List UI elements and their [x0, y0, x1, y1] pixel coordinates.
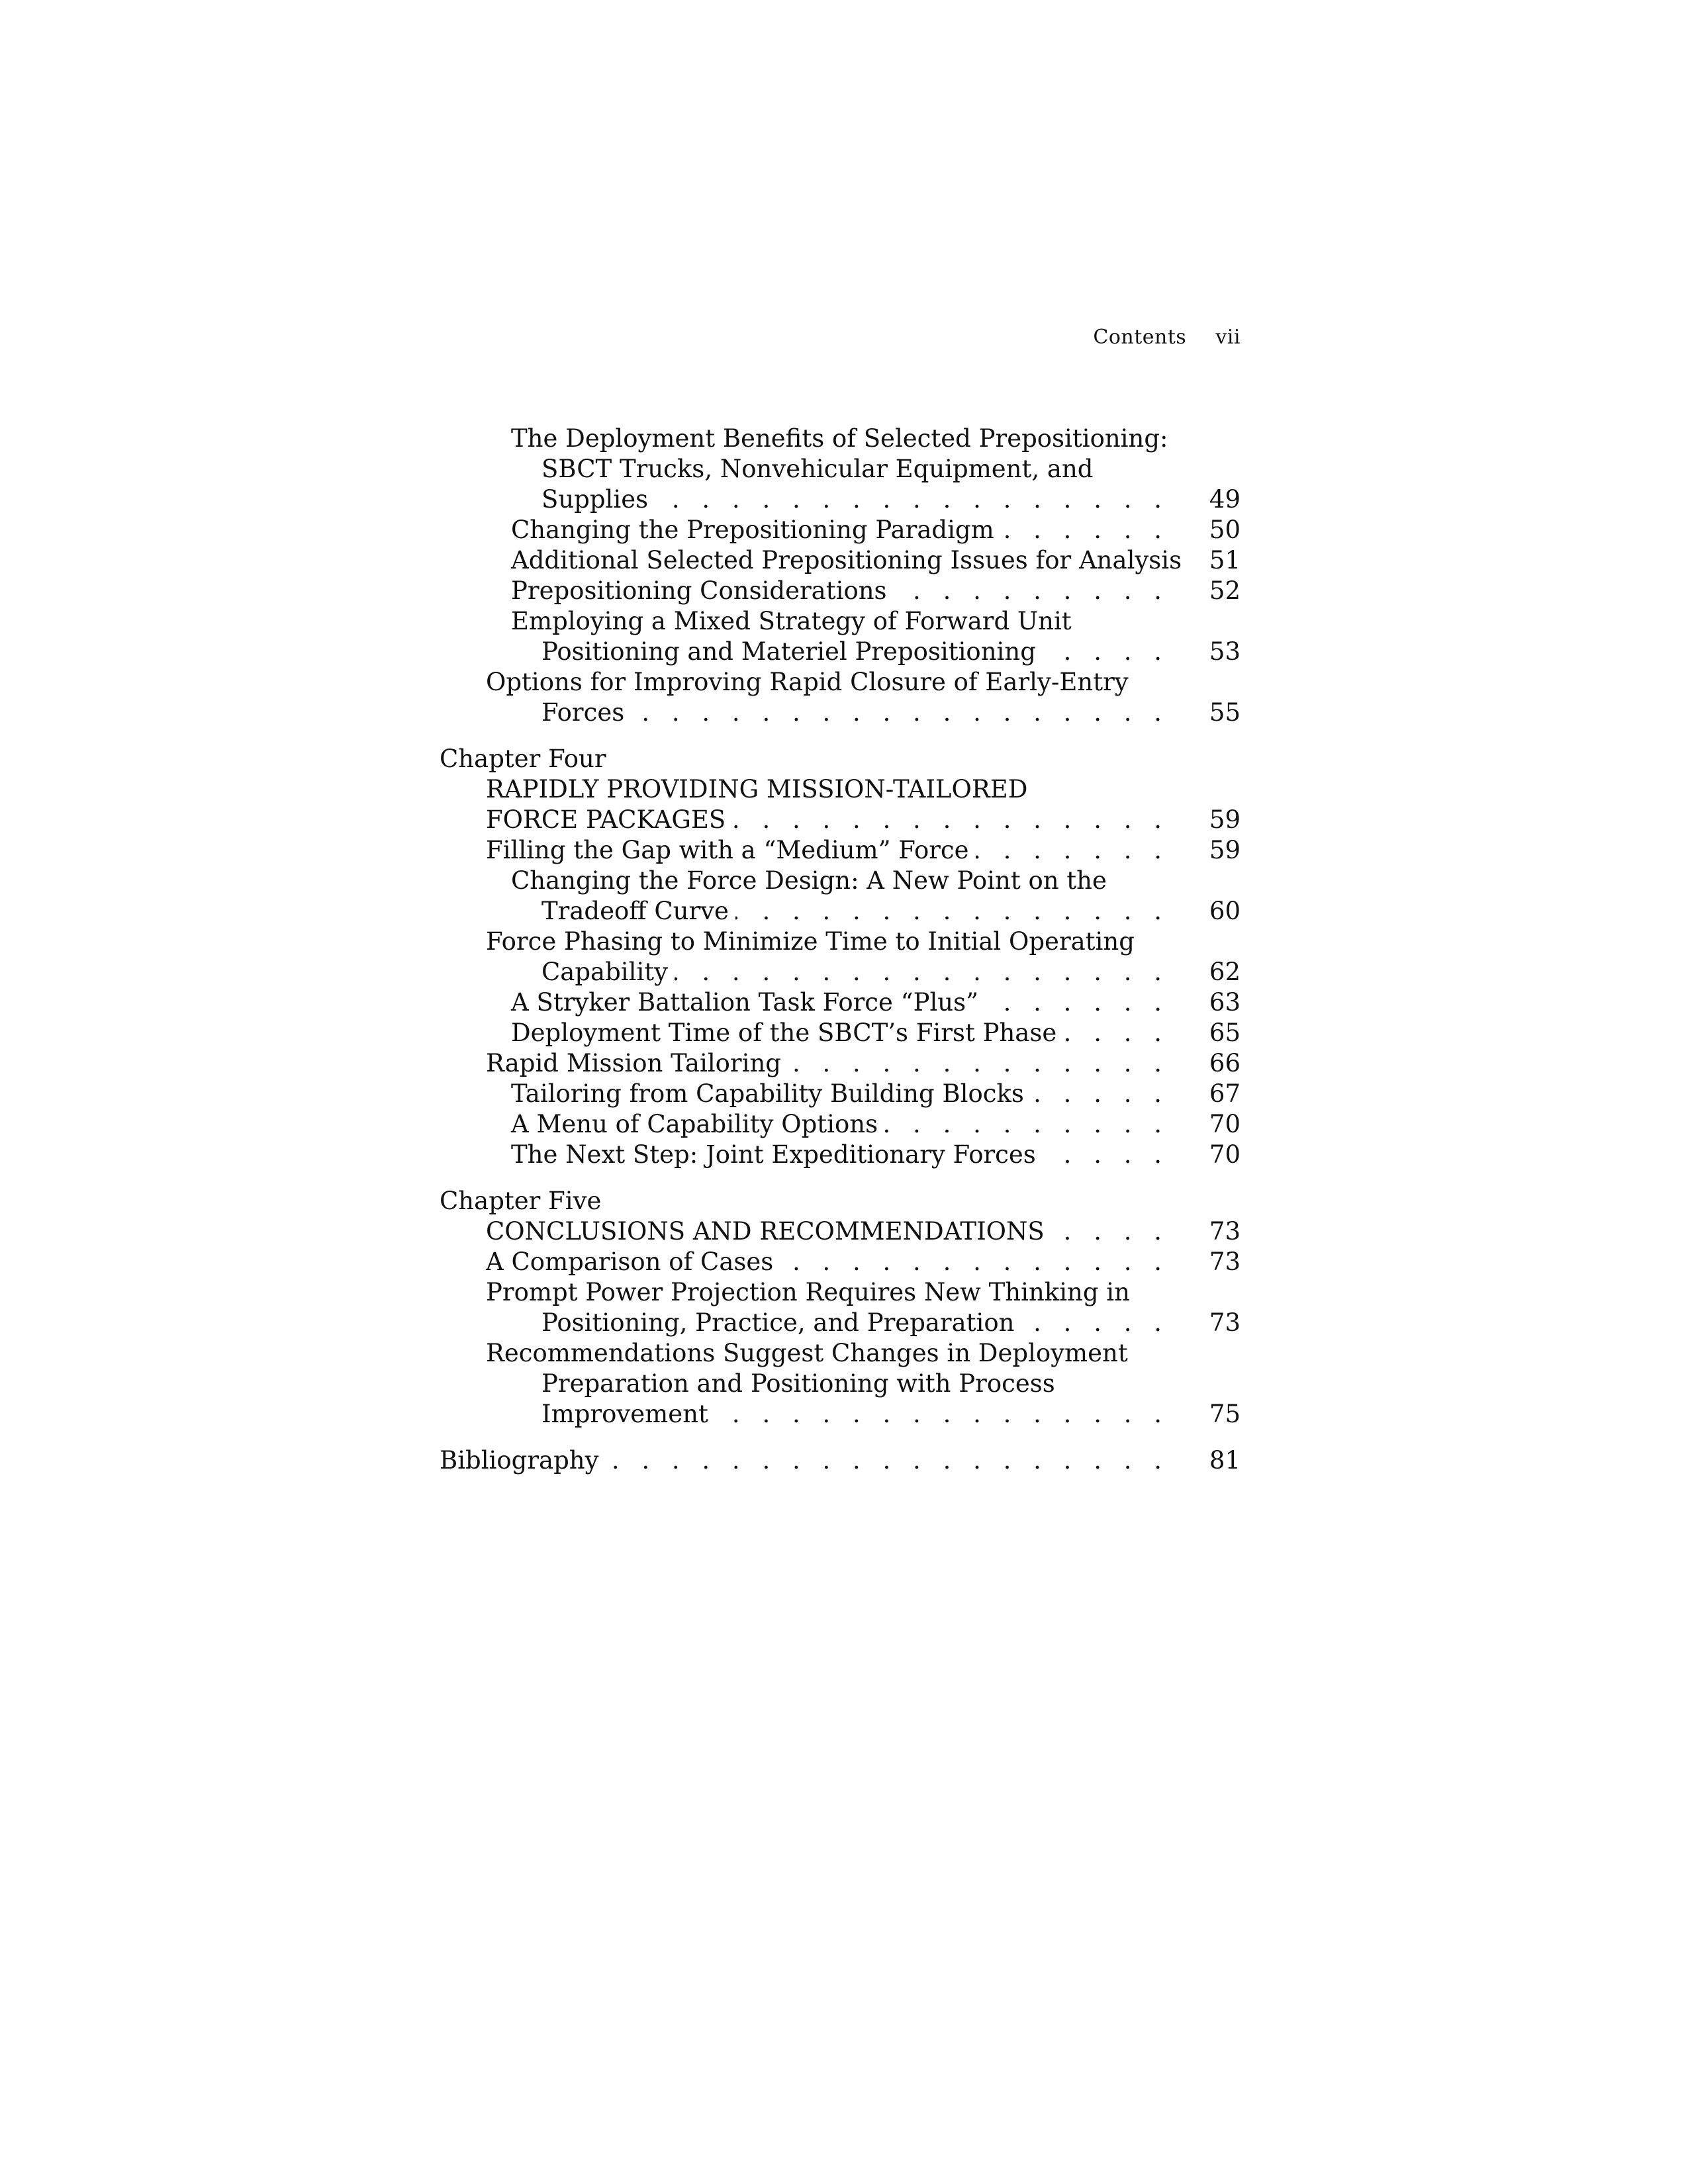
toc-page-number: 65: [1209, 1019, 1241, 1047]
table-of-contents: [440, 424, 1241, 1476]
dot-leader: [1021, 1308, 1170, 1338]
toc-page-number: 73: [1209, 1248, 1241, 1276]
toc-page-number: 67: [1209, 1079, 1241, 1108]
toc-entry-text: Options for Improving Rapid Closure of Early-Entry: [486, 668, 1129, 696]
toc-entry-text: Improvement: [541, 1400, 708, 1428]
toc-entry-line: [440, 1369, 1241, 1399]
toc-page-number: 66: [1209, 1049, 1241, 1077]
toc-entry-line: [440, 576, 1241, 606]
page-number: vii: [1215, 326, 1241, 349]
toc-page-number: 70: [1209, 1110, 1241, 1138]
toc-entry-line: [440, 1079, 1241, 1109]
toc-entry-text: A Comparison of Cases: [486, 1248, 774, 1276]
toc-entry-line: [440, 957, 1241, 987]
toc-entry-text: Forces: [541, 698, 625, 727]
toc-entry-text: Deployment Time of the SBCT’s First Phase: [511, 1019, 1057, 1047]
dot-leader: [1063, 1018, 1169, 1048]
toc-entry-line: [440, 545, 1241, 576]
toc-entry-text: Supplies: [541, 485, 649, 514]
dot-leader: [788, 1048, 1169, 1079]
toc-page-number: 59: [1209, 836, 1241, 864]
toc-entry-text: Tailoring from Capability Building Blocks: [511, 1079, 1024, 1108]
toc-entry-text: Rapid Mission Tailoring: [486, 1049, 781, 1077]
toc-entry-text: FORCE PACKAGES: [486, 805, 726, 834]
toc-entry-line: [440, 1247, 1241, 1277]
toc-page-number: 75: [1209, 1400, 1241, 1428]
toc-entry-text: RAPIDLY PROVIDING MISSION-TAILORED: [486, 775, 1028, 803]
toc-entry-line: [440, 1018, 1241, 1048]
toc-page-number: 55: [1209, 698, 1241, 727]
dot-leader: [884, 1109, 1169, 1140]
toc-entry-line: [440, 698, 1241, 728]
toc-entry-line: [440, 1140, 1241, 1170]
dot-leader: [1051, 1216, 1169, 1247]
toc-page-number: 49: [1209, 485, 1241, 514]
dot-leader: [976, 835, 1169, 866]
toc-entry-line: [440, 515, 1241, 545]
toc-entry-text: SBCT Trucks, Nonvehicular Equipment, and: [541, 455, 1094, 483]
toc-entry-line: [440, 637, 1241, 667]
dot-leader: [1043, 637, 1169, 667]
toc-entry-text: Positioning and Materiel Prepositioning: [541, 637, 1036, 666]
toc-entry-line: [440, 987, 1241, 1018]
toc-page-number: 52: [1209, 576, 1241, 605]
toc-entry-line: [440, 896, 1241, 927]
toc-entry-text: The Deployment Benefits of Selected Prepositioning:: [511, 424, 1168, 453]
toc-chapter-line: [440, 744, 1241, 774]
toc-entry-line: [440, 1399, 1241, 1430]
dot-leader: [1043, 1140, 1169, 1170]
toc-entry-text: Changing the Force Design: A New Point on the: [511, 866, 1107, 895]
toc-entry-line: [440, 774, 1241, 805]
toc-chapter-line: [440, 1445, 1241, 1476]
toc-entry-line: [440, 1109, 1241, 1140]
toc-entry-text: Chapter Five: [440, 1187, 602, 1215]
section-gap: [440, 728, 1241, 744]
toc-entry-line: [440, 805, 1241, 835]
running-header-title: Contents: [1093, 326, 1187, 349]
toc-page-number: 60: [1209, 897, 1241, 925]
toc-entry-text: Force Phasing to Minimize Time to Initial Operating: [486, 927, 1135, 956]
toc-page-number: 73: [1209, 1308, 1241, 1337]
toc-chapter-line: [440, 1186, 1241, 1216]
toc-entry-text: A Stryker Battalion Task Force “Plus”: [511, 988, 979, 1017]
toc-entry-line: [440, 606, 1241, 637]
toc-entry-line: [440, 454, 1241, 484]
toc-entry-line: [440, 927, 1241, 957]
toc-page-number: 63: [1209, 988, 1241, 1017]
toc-page-number: 70: [1209, 1140, 1241, 1169]
toc-entry-text: Bibliography: [440, 1446, 599, 1475]
dot-leader: [894, 576, 1169, 606]
toc-entry-text: Tradeoff Curve: [541, 897, 729, 925]
toc-entry-text: Capability: [541, 958, 669, 986]
dot-leader: [1031, 1079, 1169, 1109]
dot-leader: [732, 805, 1169, 835]
toc-entry-text: The Next Step: Joint Expeditionary Forces: [511, 1140, 1036, 1169]
dot-leader: [1001, 515, 1169, 545]
toc-page-number: 59: [1209, 805, 1241, 834]
toc-entry-line: [440, 1338, 1241, 1369]
toc-entry-text: Prepositioning Considerations: [511, 576, 887, 605]
toc-entry-line: [440, 667, 1241, 698]
toc-entry-line: [440, 1277, 1241, 1308]
toc-entry-line: [440, 866, 1241, 896]
running-header: [1093, 326, 1241, 349]
toc-entry-text: CONCLUSIONS AND RECOMMENDATIONS: [486, 1217, 1045, 1246]
toc-entry-text: Additional Selected Prepositioning Issues for Analysis: [511, 546, 1182, 574]
toc-page-number: 53: [1209, 637, 1241, 666]
toc-page-number: 81: [1209, 1446, 1241, 1475]
toc-entry-line: [440, 424, 1241, 454]
toc-entry-text: Changing the Prepositioning Paradigm: [511, 516, 994, 544]
dot-leader: [606, 1445, 1170, 1476]
toc-entry-line: [440, 484, 1241, 515]
dot-leader: [675, 957, 1169, 987]
toc-page-number: 51: [1209, 546, 1241, 574]
dot-leader: [655, 484, 1169, 515]
toc-entry-text: Filling the Gap with a “Medium” Force: [486, 836, 969, 864]
toc-entry-text: Preparation and Positioning with Process: [541, 1369, 1055, 1398]
dot-leader: [985, 987, 1169, 1018]
toc-entry-text: Prompt Power Projection Requires New Thinking in: [486, 1278, 1130, 1306]
dot-leader: [780, 1247, 1169, 1277]
toc-entry-line: [440, 835, 1241, 866]
toc-entry-text: A Menu of Capability Options: [511, 1110, 878, 1138]
dot-leader: [631, 698, 1169, 728]
section-gap: [440, 1430, 1241, 1445]
toc-entry-text: Employing a Mixed Strategy of Forward Unit: [511, 607, 1072, 635]
dot-leader: [715, 1399, 1169, 1430]
toc-page-number: 62: [1209, 958, 1241, 986]
toc-entry-text: Chapter Four: [440, 745, 606, 773]
toc-page-number: 50: [1209, 516, 1241, 544]
toc-entry-line: [440, 1216, 1241, 1247]
dot-leader: [735, 896, 1169, 927]
section-gap: [440, 1170, 1241, 1186]
toc-entry-text: Recommendations Suggest Changes in Deployment: [486, 1339, 1128, 1367]
toc-entry-line: [440, 1048, 1241, 1079]
toc-entry-line: [440, 1308, 1241, 1338]
toc-entry-text: Positioning, Practice, and Preparation: [541, 1308, 1015, 1337]
toc-page-number: 73: [1209, 1217, 1241, 1246]
